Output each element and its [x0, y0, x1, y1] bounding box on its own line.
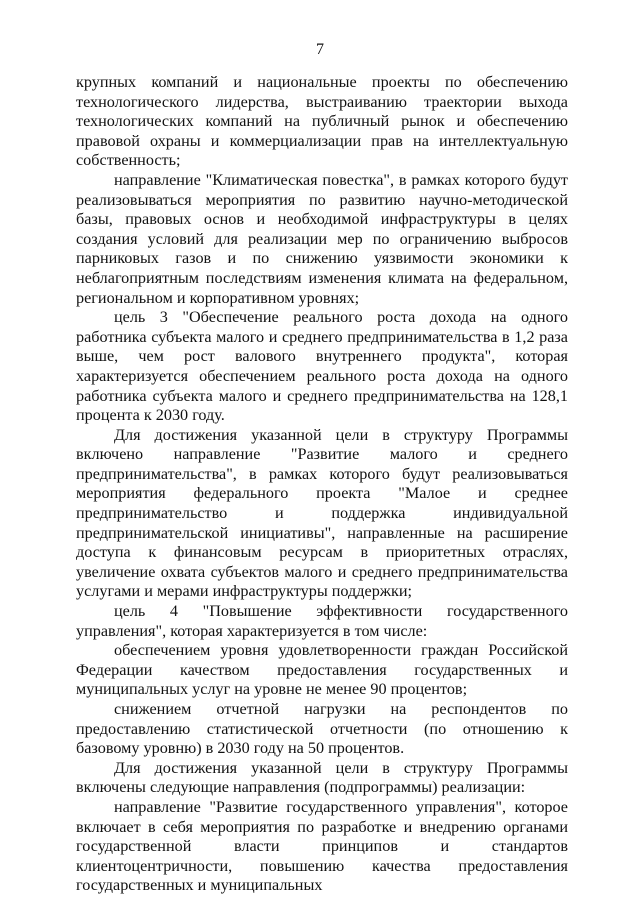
page-number: 7: [316, 41, 324, 58]
paragraph-goal-4: цель 4 "Повышение эффективности государственного управления", которая характеризуется в том числе:: [76, 602, 568, 640]
paragraph-sme-direction: Для достижения указанной цели в структуру Программы включено направление "Развитие малого и среднего предпринимательства", в рамках которого будут реализовываться мероприятия федерального проекта "Малое и среднее предпринимательство и поддержка индивидуальной предпринимательской инициативы", направленные на расширение доступа к финансовым ресурсам в приоритетных отраслях, увеличение охвата субъектов малого и среднего предпринимательства услугами и мерами инфраструктуры поддержки;: [76, 425, 568, 601]
paragraph-climate-agenda: направление "Климатическая повестка", в рамках которого будут реализовываться мероприятия по развитию научно-методической базы, правовых основ и необходимой инфраструктуры в целях создания условий для реализации мер по ограничению выбросов парниковых газов и по снижению уязвимости экономики к неблагоприятным последствиям изменения климата на федеральном, региональном и корпоративном уровнях;: [76, 170, 568, 307]
paragraph-reporting-burden: снижением отчетной нагрузки на респондентов по предоставлению статистической отчетности (по отношению к базовому уровню) в 2030 году на 50 процентов.: [76, 700, 568, 758]
paragraph-satisfaction-level: обеспечением уровня удовлетворенности граждан Российской Федерации качеством предоставления государственных и муниципальных услуг на уровне не менее 90 процентов;: [76, 641, 568, 699]
paragraph-goal-3: цель 3 "Обеспечение реального роста дохода на одного работника субъекта малого и среднего предпринимательства в 1,2 раза выше, чем рост валового внутреннего продукта", которая характеризуется обеспечением реального роста дохода на одного работника субъекта малого и среднего предпринимательства на 128,1 процента к 2030 году.: [76, 308, 568, 425]
paragraph-goal-4-directions: Для достижения указанной цели в структуру Программы включены следующие направления (подпрограммы) реализации:: [76, 758, 568, 797]
paragraph-continuation: крупных компаний и национальные проекты по обеспечению технологического лидерства, выстраиванию траектории выхода технологических компаний на публичный рынок и обеспечению правовой охраны и коммерциализации прав на интеллектуальную собственность;: [76, 73, 568, 170]
paragraph-public-administration: направление "Развитие государственного управления", которое включает в себя мероприятия по разработке и внедрению органами государственной власти принципов и стандартов клиентоцентричности, повышению качества предоставления государственных и муниципальных: [76, 797, 568, 895]
document-body: [76, 73, 568, 896]
